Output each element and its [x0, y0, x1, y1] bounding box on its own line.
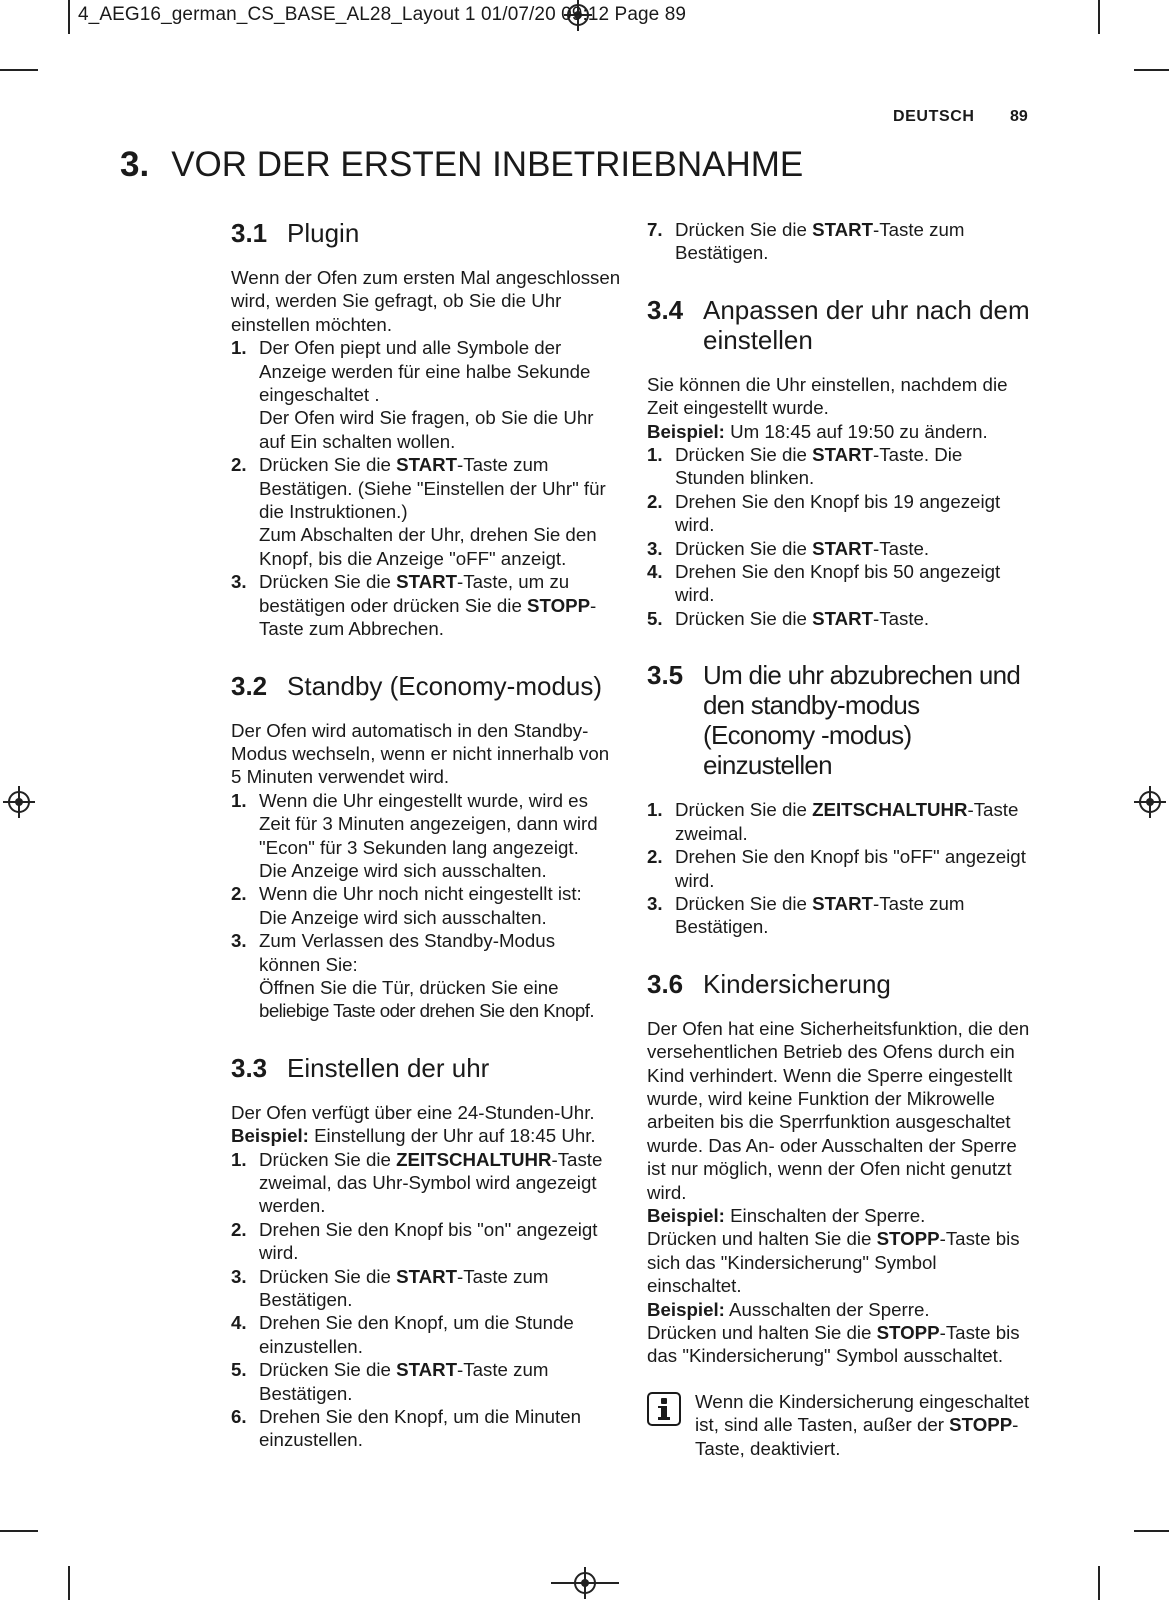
registration-mark-right [1133, 785, 1167, 819]
crop-mark-top-left-h [0, 69, 38, 71]
key-name: START [396, 1359, 458, 1381]
chapter-title: VOR DER ERSTEN INBETRIEBNAHME [171, 145, 804, 184]
section-title: Anpassen der uhr nach dem einstellen [703, 294, 1030, 355]
key-name: START [812, 607, 874, 629]
list-item: 1. Drücken Sie die ZEITSCHALTUHR-Taste zweimal, das Uhr-Symbol wird angezeigt werden. [231, 1148, 603, 1217]
note-text: Wenn die Kindersicherung eingeschaltet ist, sind alle Tasten, außer der STOPP-Taste, deaktiviert. [695, 1390, 1030, 1459]
print-slug: 4_AEG16_german_CS_BASE_AL28_Layout 1 01/07/20 09:12 Page 89 [78, 4, 687, 25]
section-heading-3-2 [231, 671, 621, 701]
list-item: 2. Wenn die Uhr noch nicht eingestellt ist: Die Anzeige wird sich ausschalten. [231, 883, 582, 928]
language-header: DEUTSCH [893, 108, 975, 125]
registration-mark-bottom [551, 1566, 619, 1600]
section-heading-3-3 [231, 1053, 621, 1083]
chapter-number: 3. [120, 145, 150, 184]
example-line: Beispiel: Ausschalten der Sperre. [647, 1298, 930, 1320]
section-heading-3-1 [231, 218, 621, 248]
list-item: 1. Drücken Sie die ZEITSCHALTUHR-Taste zweimal. [647, 799, 1019, 844]
section-number: 3.4 [647, 294, 684, 325]
paragraph: Wenn der Ofen zum ersten Mal angeschlossen wird, werden Sie gefragt, ob Sie die Uhr einstellen möchten. [231, 267, 621, 335]
list-item: 7. Drücken Sie die START-Taste zum Bestätigen. [647, 219, 965, 264]
paragraph: Sie können die Uhr einstellen, nachdem die Zeit eingestellt wurde. [647, 373, 1008, 419]
key-name: ZEITSCHALTUHR [812, 799, 968, 821]
list-item: 2. Drehen Sie den Knopf bis "oFF" angezeigt wird. [647, 846, 1026, 891]
example-line: Beispiel: Einstellung der Uhr auf 18:45 Uhr. [231, 1125, 596, 1147]
crop-mark-top-right-v [1098, 0, 1100, 34]
section-title: Um die uhr abzubrechen und den standby-modus (Economy -modus) einzustellen [703, 660, 1021, 781]
key-name: START [812, 219, 874, 240]
key-name: STOPP [949, 1414, 1013, 1436]
section-number: 3.6 [647, 968, 684, 999]
section-heading-3-5 [647, 660, 1032, 780]
crop-mark-bottom-right-v [1098, 1566, 1100, 1600]
crop-mark-top-right-h [1134, 69, 1169, 71]
left-column [231, 218, 621, 1452]
key-name: STOPP [527, 594, 591, 616]
list-item: 1. Drücken Sie die START-Taste. Die Stunden blinken. [647, 444, 963, 489]
section-number: 3.1 [231, 218, 268, 248]
paragraph: Der Ofen wird automatisch in den Standby-Modus wechseln, wenn er nicht innerhalb von 5 Minuten verwendet wird. [231, 719, 610, 788]
crop-mark-bottom-left-h [0, 1530, 38, 1532]
key-name: STOPP [876, 1228, 940, 1250]
list-item: 2. Drehen Sie den Knopf bis "on" angezeigt wird. [231, 1218, 598, 1264]
info-note [647, 1390, 1032, 1460]
section-title: Einstellen der uhr [287, 1052, 490, 1083]
section-title: Kindersicherung [703, 968, 891, 999]
example-line: Beispiel: Um 18:45 auf 19:50 zu ändern. [647, 420, 988, 442]
key-name: START [812, 892, 874, 914]
registration-mark-left [2, 785, 36, 819]
list-item: 4. Drehen Sie den Knopf, um die Stunde einzustellen. [231, 1312, 574, 1357]
list-item: 3. Drücken Sie die START-Taste. [647, 537, 930, 559]
section-heading-3-4 [647, 295, 1032, 355]
right-column [647, 218, 1032, 1460]
list-item: 2. Drücken Sie die START-Taste zum Bestätigen. (Siehe "Einstellen der Uhr" für die Instruktionen.) Zum Abschalten der Uhr, drehen Sie den Knopf, bis die Anzeige "oFF" anzeigt. [231, 454, 606, 569]
key-name: STOPP [876, 1322, 940, 1343]
key-name: START [396, 1265, 458, 1287]
example-line: Beispiel: Einschalten der Sperre. [647, 1204, 926, 1226]
list-item: 3. Zum Verlassen des Standby-Modus können Sie: Öffnen Sie die Tür, drücken Sie eine beliebige Taste oder drehen Sie den Knopf. [231, 930, 594, 1022]
list-item: 3. Drücken Sie die START-Taste zum Bestätigen. [231, 1265, 549, 1311]
paragraph: Drücken und halten Sie die STOPP-Taste bis das "Kindersicherung" Symbol ausschaltet. [647, 1322, 1020, 1367]
key-name: START [396, 571, 458, 593]
paragraph: Der Ofen verfügt über eine 24-Stunden-Uhr. [231, 1101, 595, 1123]
key-name: ZEITSCHALTUHR [396, 1148, 552, 1170]
crop-mark-top-left-v [68, 0, 70, 34]
section-number: 3.5 [647, 660, 684, 691]
paragraph: Drücken und halten Sie die STOPP-Taste bis sich das "Kindersicherung" Symbol einschaltet. [647, 1228, 1020, 1297]
crop-mark-bottom-right-h [1134, 1530, 1169, 1532]
list-item: 4. Drehen Sie den Knopf bis 50 angezeigt wird. [647, 561, 1001, 606]
list-item: 5. Drücken Sie die START-Taste zum Bestätigen. [231, 1359, 549, 1404]
page-number: 89 [1010, 108, 1028, 125]
key-name: START [812, 444, 874, 466]
section-number: 3.2 [231, 670, 268, 701]
crop-mark-bottom-left-v [68, 1566, 70, 1600]
section-title: Plugin [287, 218, 360, 248]
list-item: 3. Drücken Sie die START-Taste zum Bestätigen. [647, 892, 965, 938]
section-number: 3.3 [231, 1052, 268, 1083]
list-item: 5. Drücken Sie die START-Taste. [647, 607, 930, 629]
list-item: 1. Wenn die Uhr eingestellt wurde, wird es Zeit für 3 Minuten angezeigen, dann wird "Econ" für 3 Sekunden lang angezeigt. Die Anzeige wird sich ausschalten. [231, 789, 598, 881]
list-item: 3. Drücken Sie die START-Taste, um zu bestätigen oder drücken Sie die STOPP-Taste zum Abbrechen. [231, 571, 597, 640]
section-heading-3-6 [647, 969, 1032, 999]
info-icon [647, 1392, 681, 1426]
list-item: 6. Drehen Sie den Knopf, um die Minuten einzustellen. [231, 1406, 582, 1451]
list-item: 2. Drehen Sie den Knopf bis 19 angezeigt wird. [647, 490, 1001, 536]
chapter-heading [120, 145, 803, 185]
key-name: START [396, 454, 458, 476]
section-title: Standby (Economy-modus) [287, 670, 603, 701]
paragraph: Der Ofen hat eine Sicherheitsfunktion, die den versehentlichen Betrieb des Ofens durch ein Kind verhindert. Wenn die Sperre eingestellt wurde, wird keine Funktion der Mikrowelle arbeiten bis die Sperrfunktion ausgeschaltet wurde. Das An- oder Ausschalten der Sperre ist nur möglich, wenn der Ofen nicht genutzt wird. [647, 1017, 1030, 1203]
key-name: START [812, 537, 874, 559]
list-item: 1. Der Ofen piept und alle Symbole der Anzeige werden für eine halbe Sekunde eingeschaltet . Der Ofen wird Sie fragen, ob Sie die Uhr auf Ein schalten wollen. [231, 337, 594, 452]
